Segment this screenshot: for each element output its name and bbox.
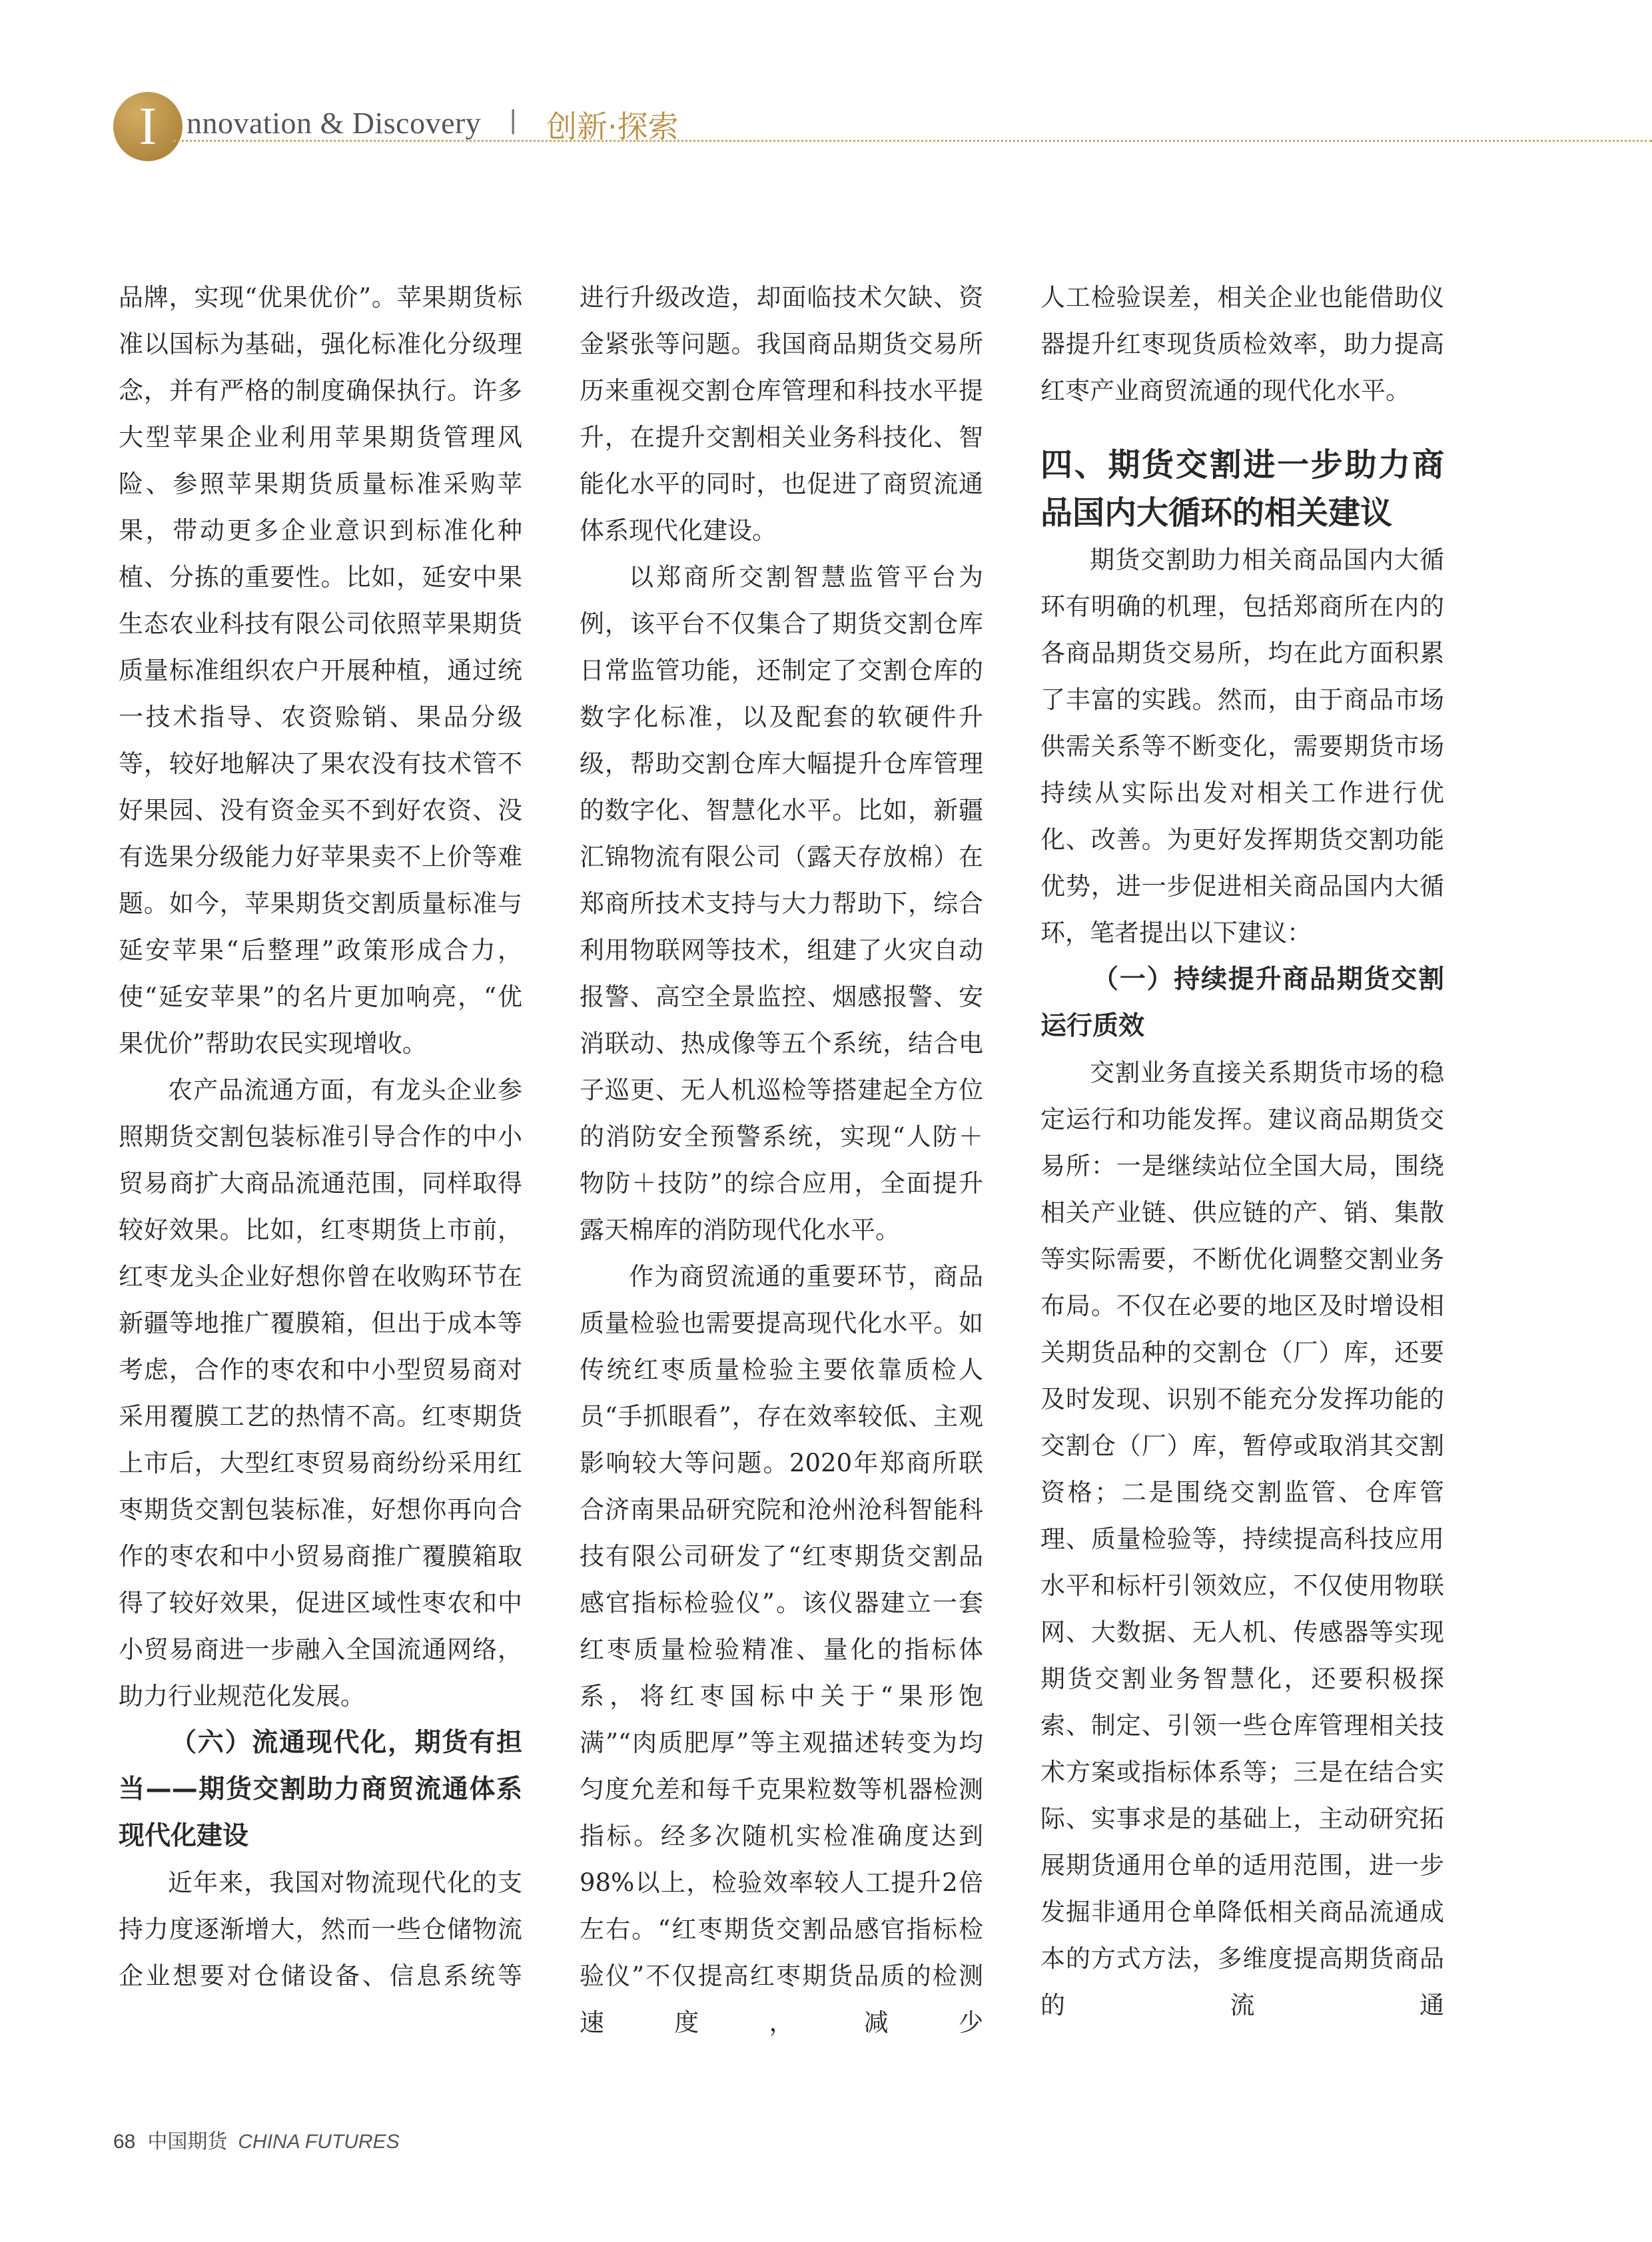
paragraph: 农产品流通方面，有龙头企业参照期货交割包装标准引导合作的中小贸易商扩大商品流通范围，同样取得较好效果。比如，红枣期货上市前，红枣龙头企业好想你曾在收购环节在新疆等地推广覆膜箱，但出于成本等考虑，合作的枣农和中小型贸易商对采用覆膜工艺的热情不高。红枣期货上市后，大型红枣贸易商纷纷采用红枣期货交割包装标准，好想你再向合作的枣农和中小贸易商推广覆膜箱取得了较好效果，促进区域性枣农和中小贸易商进一步融入全国流通网络，助力行业规范化发展。	[119, 1076, 522, 1710]
article-column-3	[1040, 274, 1444, 2029]
page-footer	[113, 2125, 400, 2154]
paragraph: 品牌，实现“优果优价”。苹果期货标准以国标为基础，强化标准化分级理念，并有严格的制度确保执行。许多大型苹果企业利用苹果期货管理风险、参照苹果期货质量标准采购苹果，带动更多企业意识到标准化种植、分拣的重要性。比如，延安中果生态农业科技有限公司依照苹果期货质量标准组织农户开展种植，通过统一技术指导、农资赊销、果品分级等，较好地解决了果农没有技术管不好果园、没有资金买不到好农资、没有选果分级能力好苹果卖不上价等难题。如今，苹果期货交割质量标准与延安苹果“后整理”政策形成合力，使“延安苹果”的名片更加响亮，“优果优价”帮助农民实现增收。	[119, 283, 522, 1058]
section-title-separator: |	[510, 105, 517, 135]
section-heading: 四、期货交割进一步助力商品国内大循环的相关建议	[1040, 446, 1444, 532]
page-number: 68	[113, 2131, 136, 2153]
subsection-heading: （六）流通现代化，期货有担当——期货交割助力商贸流通体系现代化建设	[119, 1728, 522, 1851]
header-dotted-rule	[173, 140, 1652, 142]
paragraph: 进行升级改造，却面临技术欠缺、资金紧张等问题。我国商品期货交易所历来重视交割仓库管理和科技水平提升，在提升交割相关业务科技化、智能化水平的同时，也促进了商贸流通体系现代化建设。	[580, 283, 983, 545]
section-logo-letter: I	[139, 97, 157, 156]
paragraph: 作为商贸流通的重要环节，商品质量检验也需要提高现代化水平。如传统红枣质量检验主要依靠质检人员“手抓眼看”，存在效率较低、主观影响较大等问题。2020年郑商所联合济南果品研究院和沧州沧科智能科技有限公司研发了“红枣期货交割品感官指标检验仪”。该仪器建立一套红枣质量检验精准、量化的指标体系，将红枣国标中关于“果形饱满”“肉质肥厚”等主观描述转变为均匀度允差和每千克果粒数等机器检测指标。经多次随机实检准确度达到98%以上，检验效率较人工提升2倍左右。“红枣期货交割品感官指标检验仪”不仅提高红枣期货品质的检测速度，减少	[580, 1262, 983, 2037]
article-column-1	[119, 274, 522, 2000]
paragraph: 人工检验误差，相关企业也能借助仪器提升红枣现货质检效率，助力提高红枣产业商贸流通的现代化水平。	[1040, 283, 1444, 405]
paragraph: 交割业务直接关系期货市场的稳定运行和功能发挥。建议商品期货交易所：一是继续站位全国大局，围绕相关产业链、供应链的产、销、集散等实际需要，不断优化调整交割业务布局。不仅在必要的地区及时增设相关期货品种的交割仓（厂）库，还要及时发现、识别不能充分发挥功能的交割仓（厂）库，暂停或取消其交割资格；二是围绕交割监管、仓库管理、质量检验等，持续提高科技应用水平和标杆引领效应，不仅使用物联网、大数据、无人机、传感器等实现期货交割业务智慧化，还要积极探索、制定、引领一些仓库管理相关技术方案或指标体系等；三是在结合实际、实事求是的基础上，主动研究拓展期货通用仓单的适用范围，进一步发掘非通用仓单降低相关商品流通成本的方式方法，多维度提高期货商品的流通	[1040, 1058, 1444, 2020]
magazine-name-en: CHINA FUTURES	[238, 2131, 400, 2153]
section-title-cn: 创新·探索	[546, 109, 679, 145]
subsection-heading: （一）持续提升商品期货交割运行质效	[1040, 964, 1444, 1041]
paragraph: 以郑商所交割智慧监管平台为例，该平台不仅集合了期货交割仓库日常监管功能，还制定了交割仓库的数字化标准，以及配套的软硬件升级，帮助交割仓库大幅提升仓库管理的数字化、智慧化水平。比如，新疆汇锦物流有限公司（露天存放棉）在郑商所技术支持与大力帮助下，综合利用物联网等技术，组建了火灾自动报警、高空全景监控、烟感报警、安消联动、热成像等五个系统，结合电子巡更、无人机巡检等搭建起全方位的消防安全预警系统，实现“人防＋物防＋技防”的综合应用，全面提升露天棉库的消防现代化水平。	[580, 563, 983, 1244]
paragraph: 近年来，我国对物流现代化的支持力度逐渐增大，然而一些仓储物流企业想要对仓储设备、信息系统等	[119, 1868, 522, 1990]
section-title-en: nnovation & Discovery	[187, 106, 482, 140]
article-column-2	[580, 274, 983, 2046]
magazine-name: 中国期货	[147, 2130, 228, 2153]
paragraph: 期货交割助力相关商品国内大循环有明确的机理，包括郑商所在内的各商品期货交易所，均在此方面积累了丰富的实践。然而，由于商品市场供需关系等不断变化，需要期货市场持续从实际出发对相关工作进行优化、改善。为更好发挥期货交割功能优势，进一步促进相关商品国内大循环，笔者提出以下建议：	[1040, 546, 1444, 947]
